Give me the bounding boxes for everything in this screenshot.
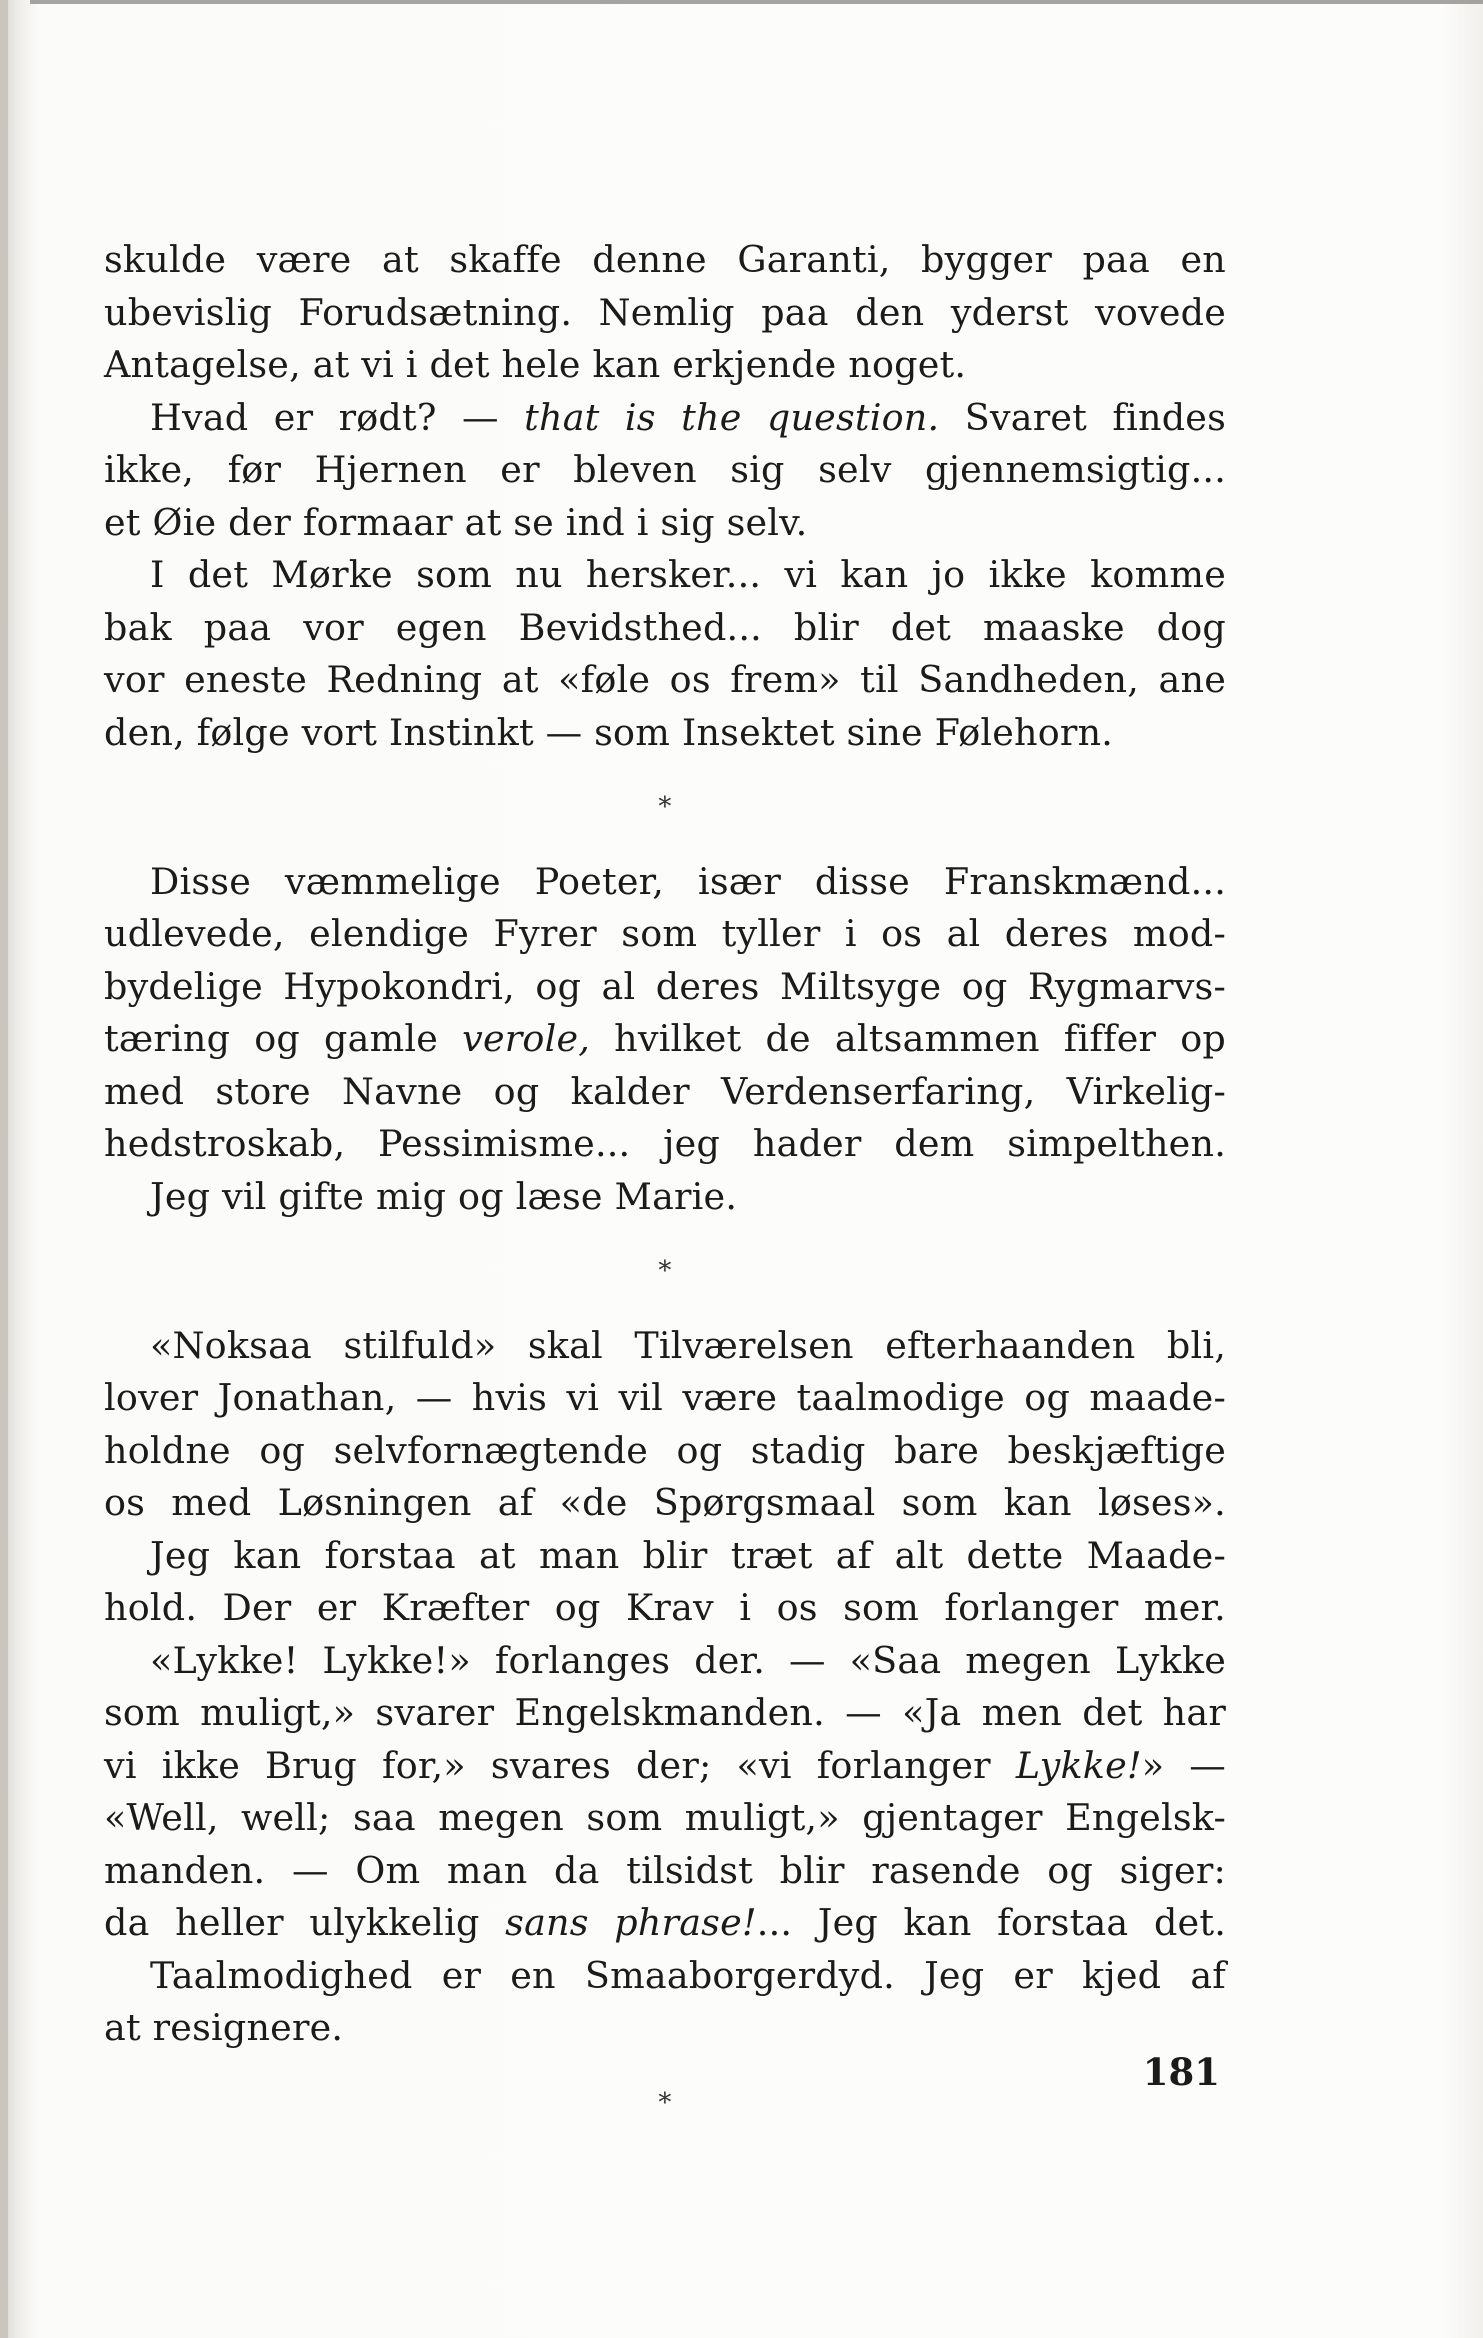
text-run: da heller ulykkelig <box>104 1901 506 1944</box>
text-line: I det Mørke som nu hersker... vi kan jo ikke komme <box>150 553 1226 596</box>
section-1 <box>104 234 1226 759</box>
text-run: vi ikke Brug for,» svares der; «vi forlanger <box>104 1743 1016 1787</box>
text-run: ... Jeg kan forstaa det. <box>756 1901 1226 1944</box>
section-3 <box>104 1320 1226 2055</box>
text-run: Svaret findes <box>939 395 1227 439</box>
text-line: vor eneste Redning at «føle os frem» til Sandheden, ane <box>104 658 1226 701</box>
italic-phrase: Lykke! <box>1015 1743 1142 1787</box>
text-line: Jeg vil gifte mig og læse Marie. <box>150 1174 738 1218</box>
text-line: «Noksaa stilfuld» skal Tilværelsen efterhaanden bli, <box>150 1323 1226 1367</box>
text-run: Hvad er rødt? — <box>150 395 525 439</box>
page-number: 181 <box>1142 2050 1220 2094</box>
text-line: ubevislig Forudsætning. Nemlig paa den yderst vovede <box>104 290 1226 334</box>
text-line: Jeg kan forstaa at man blir træt af alt dette Maade- <box>150 1533 1226 1577</box>
italic-phrase: that is the question. <box>524 395 940 439</box>
text-line <box>104 1897 1226 1950</box>
text-line: Taalmodighed er en Smaaborgerdyd. Jeg er kjed af <box>150 1953 1226 1997</box>
section-separator: * <box>658 2087 672 2118</box>
text-line <box>104 392 1226 445</box>
section-2 <box>104 856 1226 1224</box>
text-line: bydelige Hypokondri, og al deres Miltsyge og Rygmarvs- <box>104 964 1226 1008</box>
section-separator: * <box>658 792 672 822</box>
text-line: den, følge vort Instinkt — som Insektet sine Følehorn. <box>104 710 1114 754</box>
text-line: hedstroskab, Pessimisme... jeg hader dem simpelthen. <box>104 1122 1226 1165</box>
text-line: med store Navne og kalder Verdenserfaring, Virkelig- <box>104 1069 1226 1113</box>
text-line: bak paa vor egen Bevidsthed... blir det maaske dog <box>104 605 1226 649</box>
section-separator: * <box>658 1256 672 1286</box>
text-line: et Øie der formaar at se ind i sig selv. <box>104 500 808 544</box>
text-line: Disse væmmelige Poeter, især disse Franskmænd... <box>150 859 1226 903</box>
page-binding-edge <box>0 0 8 2338</box>
italic-phrase: verole, <box>462 1017 591 1060</box>
text-line: som muligt,» svarer Engelskmanden. — «Ja men det har <box>104 1691 1226 1734</box>
text-line: hold. Der er Kræfter og Krav i os som forlanger mer. <box>104 1586 1226 1629</box>
text-line: manden. — Om man da tilsidst blir rasende og siger: <box>104 1848 1226 1892</box>
text-line: holdne og selvfornægtende og stadig bare beskjæftige <box>104 1428 1226 1472</box>
text-line: udlevede, elendige Fyrer som tyller i os al deres mod- <box>104 912 1226 955</box>
text-line: lover Jonathan, — hvis vi vil være taalmodige og maade- <box>104 1376 1226 1419</box>
text-line: skulde være at skaffe denne Garanti, bygger paa en <box>104 238 1226 281</box>
body-text <box>104 234 1226 2129</box>
text-line: «Well, well; saa megen som muligt,» gjentager Engelsk- <box>104 1796 1226 1839</box>
text-run: » — <box>1141 1743 1226 1787</box>
text-run: tæring og gamle <box>104 1017 463 1060</box>
text-line <box>104 1013 1226 1066</box>
text-line <box>104 1740 1226 1793</box>
page-top-edge <box>30 0 1483 4</box>
italic-phrase: sans phrase! <box>505 1901 757 1944</box>
text-run: hvilket de altsammen fiffer op <box>590 1017 1226 1060</box>
text-line: «Lykke! Lykke!» forlanges der. — «Saa megen Lykke <box>150 1638 1226 1682</box>
text-line: os med Løsningen af «de Spørgsmaal som kan løses». <box>104 1481 1226 1524</box>
text-line: ikke, før Hjernen er bleven sig selv gjennemsigtig... <box>104 448 1226 491</box>
text-line: at resignere. <box>104 2006 344 2049</box>
text-line: Antagelse, at vi i det hele kan erkjende noget. <box>104 343 967 386</box>
